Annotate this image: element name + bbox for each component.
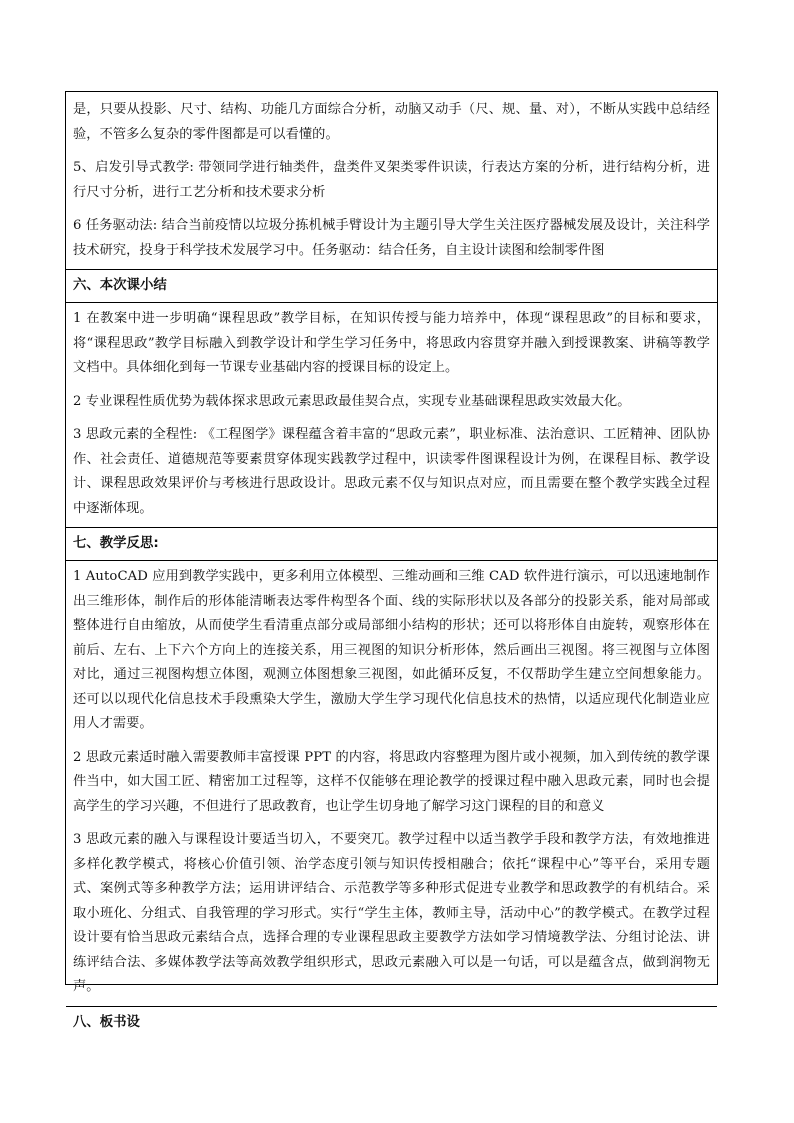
section-heading-reflection: 七、教学反思: <box>73 536 159 551</box>
paragraph-summary-2: 2 专业课程性质优势为载体探求思政元素思政最佳契合点，实现专业基础课程思政实效最大化。 <box>73 393 631 409</box>
paragraph-method-5: 5、启发引导式教学: 带领同学进行轴类件，盘类件叉架类零件识读，行表达方案的分析，进行结构分析，进行尺寸分析，进行工艺分析和技术要求分析 <box>73 160 710 200</box>
reflection-heading-row <box>66 528 717 561</box>
paragraph-summary-3: 3 思政元素的全程性: 《工程图学》课程蕴含着丰富的“思政元素”，职业标准、法治意识、工匠精神、团队协作、社会责任、道德规范等要素贯穿体现实践教学过程中，识读零件图课程设计为例，在课程目标、教学设计、课程思政效果评价与考核进行思政设计。思政元素不仅与知识点对应，而且需要在整个教学实践全过程中逐渐体现。 <box>73 427 710 516</box>
summary-heading-row <box>66 270 717 303</box>
paragraph-reflection-1: 1 AutoCAD 应用到教学实践中，更多利用立体模型、三维动画和三维 CAD 软件进行演示，可以迅速地制作出三维形体，制作后的形体能清晰表达零件构型各个面、线的实际形状以及各部分的投影关系，能对局部或整体进行自由缩放，从而使学生看清重点部分或局部细小结构的形状；还可以将形体自由旋转，观察形体在前后、左右、上下六个方向上的连接关系，用三视图的知识分析形体，然后画出三视图。将三视图与立体图对比，通过三视图构想立体图，观测立体图想象三视图，如此循环反复，不仅帮助学生建立空间想象能力。还可以以现代化信息技术手段熏染大学生，激励大学生学习现代化信息技术的热情，以适应现代化制造业应用人才需要。 <box>73 569 710 731</box>
blackboard-design-section <box>73 1007 710 1035</box>
paragraph-reflection-2: 2 思政元素适时融入需要教师丰富授课 PPT 的内容，将思政内容整理为图片或小视频，加入到传统的教学课件当中，如大国工匠、精密加工过程等，这样不仅能够在理论教学的授课过程中融入思政元素，同时也会提高学生的学习兴趣，不但进行了思政教育，也让学生切身地了解学习这门课程的目的和意义 <box>73 749 710 814</box>
section-heading-blackboard: 八、板书设 <box>73 1014 140 1030</box>
lesson-plan-table <box>65 91 718 1030</box>
paragraph-summary-1: 1 在教案中进一步明确“课程思政”教学目标，在知识传授与能力培养中，体现“课程思政”的目标和要求，将“课程思政”教学目标融入到教学设计和学生学习任务中，将思政内容贯穿并融入到授课教案、讲稿等教学文档中。具体细化到每一节课专业基础内容的授课目标的设定上。 <box>73 311 710 375</box>
teaching-methods-section <box>66 98 717 270</box>
summary-section <box>66 303 717 528</box>
reflection-section <box>66 561 717 1007</box>
paragraph-reflection-3: 3 思政元素的融入与课程设计要适当切入，不要突兀。教学过程中以适当教学手段和教学方法，有效地推进多样化教学模式，将核心价值引领、治学态度引领与知识传授相融合；依托“课程中心”等平台，采用专题式、案例式等多种教学方法；运用讲评结合、示范教学等多种形式促进专业教学和思政教学的有机结合。采取小班化、分组式、自我管理的学习形式。实行“学生主体，教师主导，活动中心”的教学模式。在教学过程设计要有恰当思政元素结合点，选择合理的专业课程思政主要教学方法如学习情境教学法、分组讨论法、讲练评结合法、多媒体教学法等高效教学组织形式，思政元素融入可以是一句话，可以是蕴含点，做到润物无声。 <box>73 832 710 994</box>
paragraph-methods-cont: 是，只要从投影、尺寸、结构、功能几方面综合分析，动脑又动手（尺、规、量、对），不断从实践中总结经验，不管多么复杂的零件图都是可以看懂的。 <box>73 102 710 142</box>
section-heading-summary: 六、本次课小结 <box>73 278 167 293</box>
paragraph-method-6: 6 任务驱动法: 结合当前疫情以垃圾分拣机械手臂设计为主题引导大学生关注医疗器械发展及设计，关注科学技术研究，投身于科学技术发展学习中。任务驱动：结合任务，自主设计读图和绘制零件图 <box>73 218 710 258</box>
